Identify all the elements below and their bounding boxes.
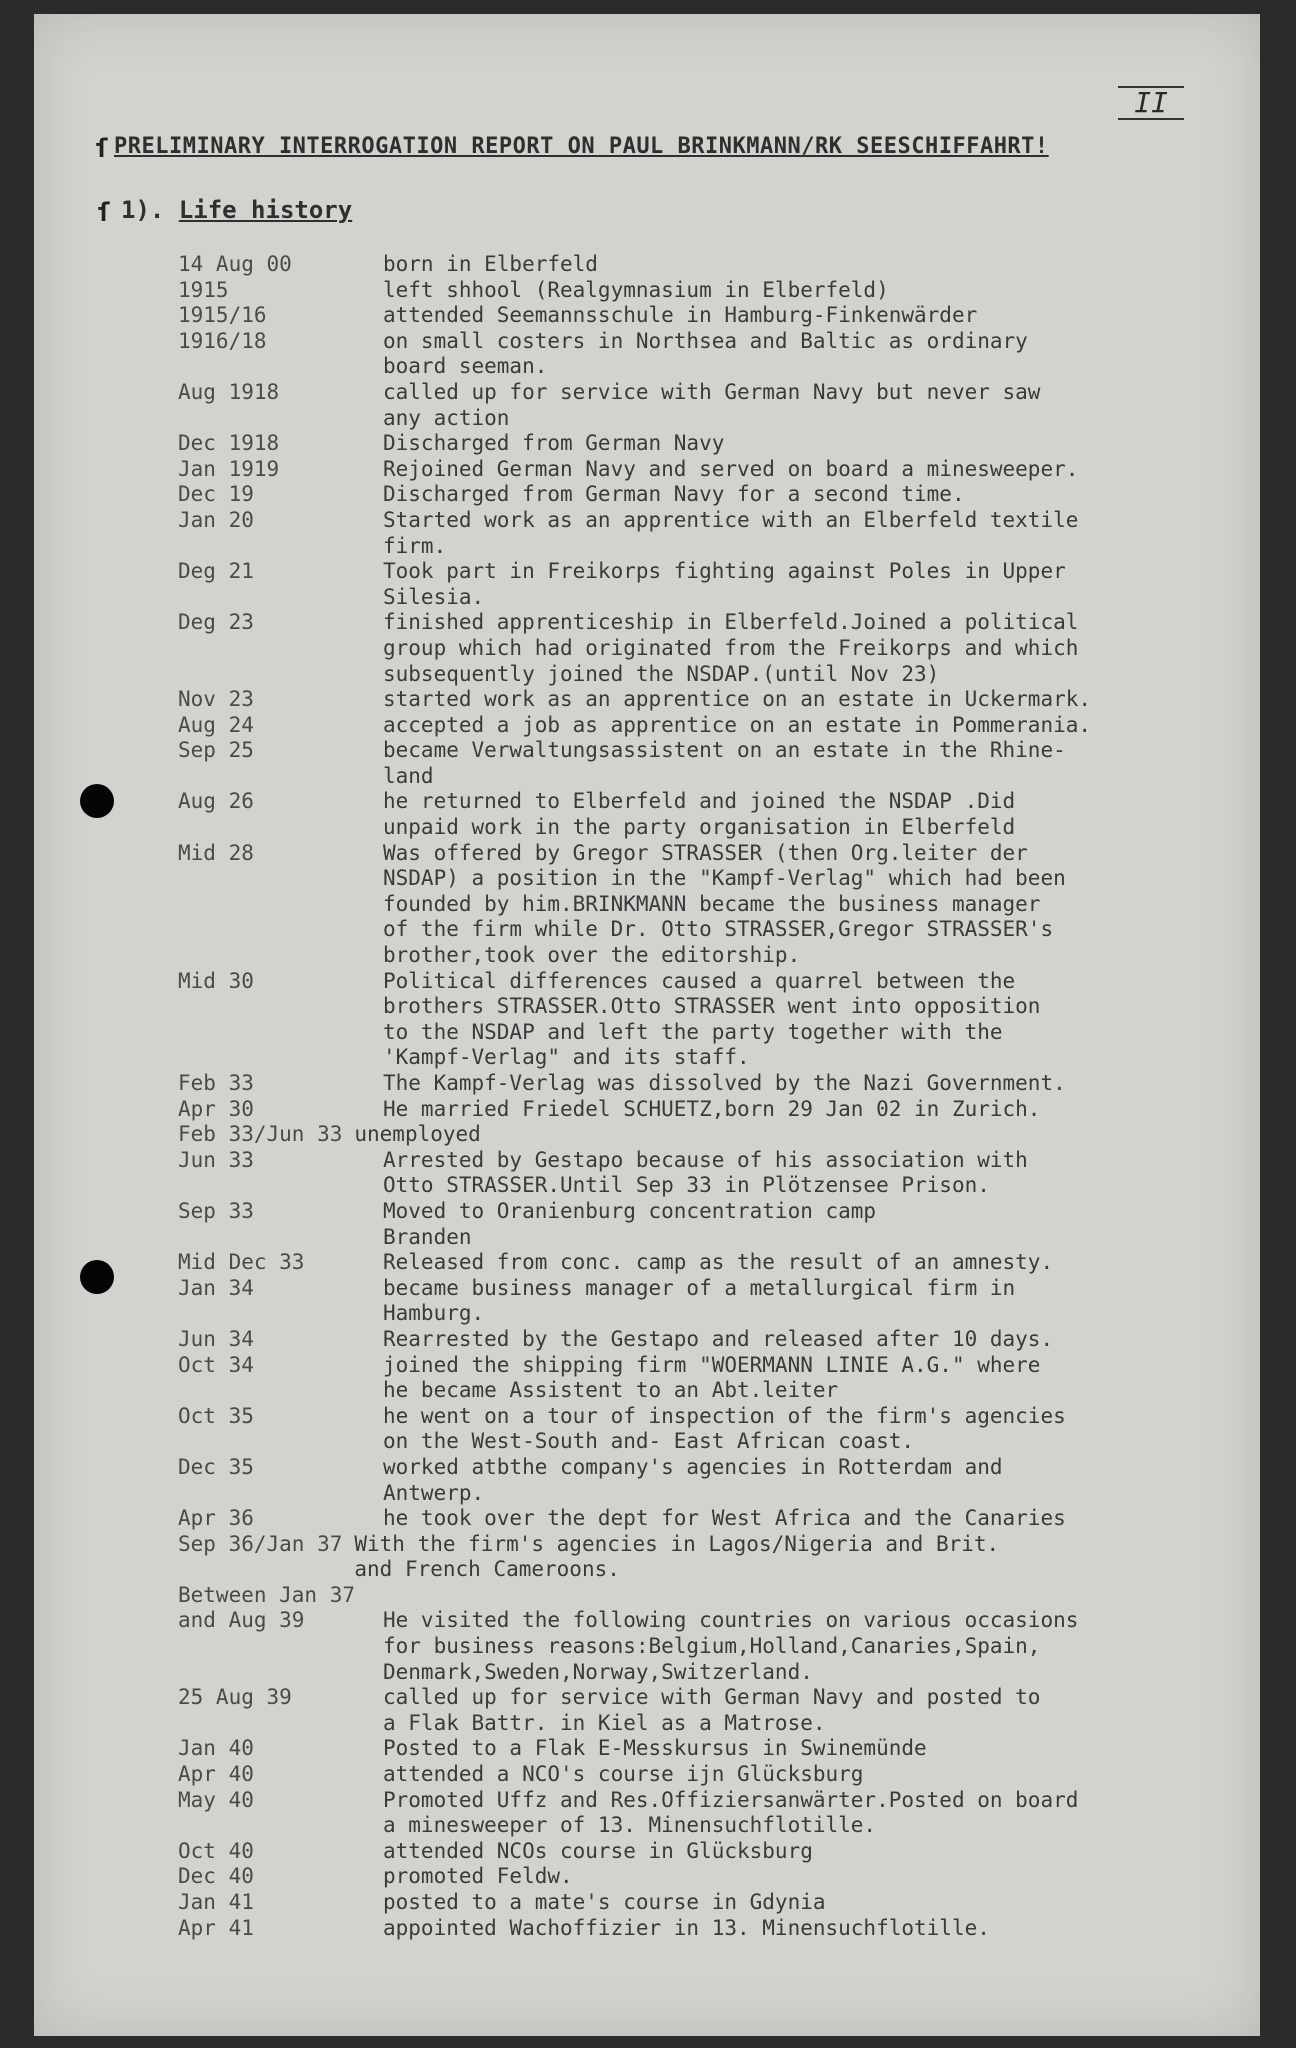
- entry-date: Jan 20: [178, 507, 254, 532]
- entry-text: unemployed: [354, 1122, 481, 1147]
- entry-date: Feb 33: [178, 1071, 254, 1095]
- history-entry: [178, 1864, 1258, 1890]
- entry-text: The Kampf-Verlag was dissolved by the Nazi Government.: [383, 1071, 1066, 1095]
- entry-date: Dec 19: [178, 482, 254, 507]
- entry-text: Rejoined German Navy and served on board a minesweeper.: [383, 456, 1079, 481]
- history-entry: [178, 1839, 1258, 1865]
- entry-date: Aug 1918: [178, 379, 280, 404]
- history-entry: [178, 789, 1258, 840]
- entry-date: Nov 23: [178, 687, 254, 712]
- entry-text: left shhool (Realgymnasium in Elberfeld): [383, 277, 889, 302]
- history-entry: [178, 1506, 1258, 1532]
- entry-date: Deg 21: [178, 559, 254, 584]
- history-entry: [178, 1353, 1258, 1404]
- history-entry: [178, 1250, 1258, 1276]
- history-entry: [178, 738, 1258, 789]
- history-entry: [178, 1788, 1258, 1839]
- entry-text: called up for service with German Navy and posted to a Flak Battr. in Kiel as a Matrose.: [383, 1685, 1041, 1735]
- history-entry: [178, 508, 1258, 559]
- entry-text: Arrested by Gestapo because of his association with Otto STRASSER.Until Sep 33 in Plötzensee Prison.: [383, 1147, 1028, 1198]
- history-entry: [178, 303, 1258, 329]
- entry-date: Apr 40: [178, 1762, 254, 1787]
- history-entry: [178, 1276, 1258, 1327]
- entry-text: Discharged from German Navy: [383, 431, 725, 456]
- entry-date: Jan 1919: [178, 456, 280, 481]
- entry-text: worked atbthe company's agencies in Rotterdam and Antwerp.: [383, 1454, 1003, 1505]
- entry-text: he went on a tour of inspection of the firm's agencies on the West-South and- East African coast.: [383, 1403, 1066, 1454]
- history-entry: [178, 1736, 1258, 1762]
- entry-text: With the firm's agencies in Lagos/Nigeria and Brit. and French Cameroons.: [354, 1531, 1000, 1582]
- entry-date: 1916/18: [178, 328, 267, 353]
- entry-text: joined the shipping firm "WOERMANN LINIE A.G." where he became Assistent to an Abt.leiter: [383, 1352, 1041, 1403]
- entry-text: called up for service with German Navy but never saw any action: [383, 379, 1041, 430]
- history-entry: [178, 969, 1258, 1071]
- entry-date: Dec 1918: [178, 431, 280, 456]
- entry-text: Was offered by Gregor STRASSER (then Org.leiter der NSDAP) a position in the "Kampf-Verlag" which had been founded by him.BRINKMANN became the business manager of the firm while Dr. Otto STRASSER,Gregor STRASSER's brother,took over the editorship.: [383, 840, 1066, 968]
- entry-text: he returned to Elberfeld and joined the NSDAP .Did unpaid work in the party organisation in Elberfeld: [383, 789, 1016, 840]
- entry-text: he took over the dept for West Africa and the Canaries: [383, 1506, 1066, 1531]
- history-entry: [178, 687, 1258, 713]
- entry-date: Dec 35: [178, 1454, 254, 1479]
- history-entry: [178, 1890, 1258, 1916]
- entry-date: Jun 34: [178, 1326, 254, 1351]
- entry-text: attended Seemannsschule in Hamburg-Finkenwärder: [383, 303, 978, 328]
- entry-text: He married Friedel SCHUETZ,born 29 Jan 02 in Zurich.: [383, 1096, 1041, 1121]
- entry-date: Sep 25: [178, 738, 254, 763]
- history-entry: [178, 1071, 1258, 1097]
- history-entry: [178, 482, 1258, 508]
- history-entry: [178, 278, 1258, 304]
- entry-text: attended NCOs course in Glücksburg: [383, 1838, 813, 1863]
- entry-date: Mid 30: [178, 968, 254, 993]
- section-title: Life history: [178, 196, 353, 224]
- punch-hole: [80, 784, 114, 818]
- entry-date: 1915/16: [178, 303, 267, 328]
- entry-text: He visited the following countries on various occasions for business reasons:Belgium,Holland,Canaries,Spain, Denmark,Sweden,Norway,Switzerland.: [383, 1608, 1079, 1684]
- entry-text: Political differences caused a quarrel between the brothers STRASSER.Otto STRASSER went into opposition to the NSDAP and left the party together with the 'Kampf-Verlag" and its staff.: [383, 968, 1041, 1070]
- entry-text: became business manager of a metallurgical firm in Hamburg.: [383, 1275, 1016, 1326]
- entry-date: 25 Aug 39: [178, 1685, 292, 1710]
- entry-date: May 40: [178, 1787, 254, 1812]
- history-entry: [178, 713, 1258, 739]
- entry-date: Deg 23: [178, 610, 254, 635]
- history-entry: [178, 457, 1258, 483]
- margin-mark: ſ: [94, 134, 110, 164]
- history-entry: [178, 841, 1258, 969]
- history-entry: [178, 1148, 1258, 1199]
- history-entry: [178, 1583, 1258, 1685]
- entry-text: posted to a mate's course in Gdynia: [383, 1890, 826, 1914]
- entry-date: 1915: [178, 277, 229, 302]
- entry-date: Jan 34: [178, 1275, 254, 1300]
- punch-hole: [80, 1260, 114, 1294]
- history-entry: [178, 1455, 1258, 1506]
- entry-date: Aug 24: [178, 712, 254, 737]
- entry-text: Released from conc. camp as the result of an amnesty.: [383, 1250, 1054, 1275]
- entry-date: Jan 41: [178, 1890, 254, 1914]
- entry-text: Took part in Freikorps fighting against Poles in Upper Silesia.: [383, 559, 1066, 609]
- entry-date: Aug 26: [178, 789, 254, 814]
- history-entry: [178, 1532, 1258, 1583]
- entry-text: Posted to a Flak E-Messkursus in Swinemünde: [383, 1736, 927, 1761]
- history-entry: [178, 431, 1258, 457]
- document-page: [34, 14, 1260, 2036]
- entry-text: accepted a job as apprentice on an estate in Pommerania.: [383, 712, 1092, 737]
- entry-text: became Verwaltungsassistent on an estate in the Rhine- land: [383, 738, 1066, 788]
- history-entry: [178, 329, 1258, 380]
- entry-text: promoted Feldw.: [383, 1864, 573, 1889]
- section-number: 1).: [121, 196, 165, 224]
- entry-date: Mid Dec 33: [178, 1250, 305, 1275]
- entry-date: Apr 30: [178, 1096, 254, 1121]
- entry-text: appointed Wachoffizier in 13. Minensuchflotille.: [383, 1915, 990, 1940]
- entry-date: Jan 40: [178, 1736, 254, 1761]
- life-history-list: [178, 252, 1258, 1941]
- document-title: PRELIMINARY INTERROGATION REPORT ON PAUL BRINKMANN/RK SEESCHIFFAHRT!: [114, 134, 1049, 159]
- history-entry: [178, 1199, 1258, 1250]
- entry-text: Started work as an apprentice with an Elberfeld textile firm.: [383, 507, 1079, 558]
- entry-text: Rearrested by the Gestapo and released after 10 days.: [383, 1326, 1054, 1351]
- entry-date: Mid 28: [178, 840, 254, 865]
- history-entry: [178, 1122, 1258, 1148]
- entry-date: Oct 35: [178, 1403, 254, 1428]
- entry-text: Moved to Oranienburg concentration camp Branden: [383, 1198, 877, 1249]
- history-entry: [178, 1327, 1258, 1353]
- entry-date: Between Jan 37 and Aug 39: [178, 1582, 356, 1633]
- entry-date: Oct 34: [178, 1352, 254, 1377]
- history-entry: [178, 252, 1258, 278]
- entry-text: attended a NCO's course ijn Glücksburg: [383, 1762, 864, 1787]
- entry-text: born in Elberfeld: [383, 252, 598, 276]
- history-entry: [178, 559, 1258, 610]
- entry-date: 14 Aug 00: [178, 252, 292, 276]
- entry-date: Feb 33/Jun 33: [178, 1122, 343, 1147]
- entry-text: Discharged from German Navy for a second time.: [383, 482, 965, 507]
- history-entry: [178, 1685, 1258, 1736]
- entry-date: Jun 33: [178, 1147, 254, 1172]
- history-entry: [178, 1762, 1258, 1788]
- history-entry: [178, 1097, 1258, 1123]
- history-entry: [178, 1404, 1258, 1455]
- entry-text: finished apprenticeship in Elberfeld.Joined a political group which had originated from the Freikorps and which subsequently joined the NSDAP.(until Nov 23): [383, 610, 1079, 686]
- history-entry: [178, 380, 1258, 431]
- entry-text: Promoted Uffz and Res.Offiziersanwärter.Posted on board a minesweeper of 13. Minensuchflotille.: [383, 1787, 1079, 1838]
- entry-date: Sep 36/Jan 37: [178, 1531, 343, 1556]
- history-entry: [178, 1916, 1258, 1942]
- entry-date: Sep 33: [178, 1198, 254, 1223]
- margin-mark: ſ: [96, 198, 112, 228]
- section-heading: [121, 196, 352, 224]
- history-entry: [178, 610, 1258, 687]
- entry-date: Apr 41: [178, 1915, 254, 1940]
- entry-date: Dec 40: [178, 1864, 254, 1889]
- entry-date: Oct 40: [178, 1838, 254, 1863]
- page-number: II: [1118, 86, 1184, 120]
- entry-date: Apr 36: [178, 1506, 254, 1531]
- entry-text: started work as an apprentice on an estate in Uckermark.: [383, 687, 1092, 712]
- entry-text: on small costers in Northsea and Baltic as ordinary board seeman.: [383, 328, 1028, 379]
